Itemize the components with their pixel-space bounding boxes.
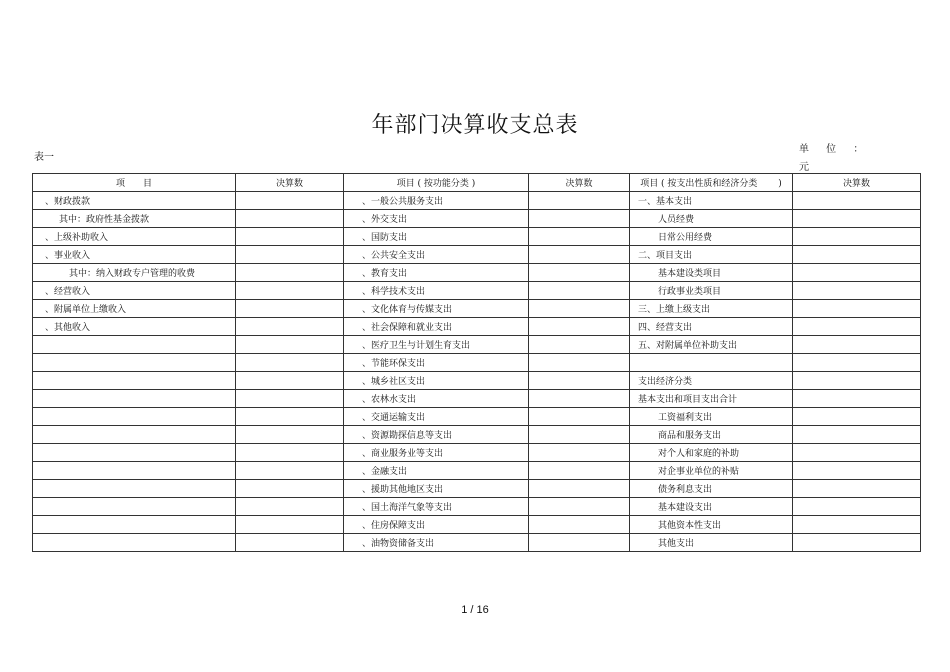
- function-amount: [529, 498, 630, 516]
- table-row: [33, 462, 921, 480]
- table-header-row: [33, 174, 921, 192]
- income-item: [33, 498, 236, 516]
- economic-amount: [793, 372, 921, 390]
- income-item: [33, 444, 236, 462]
- economic-amount: [793, 264, 921, 282]
- income-amount: [236, 408, 344, 426]
- economic-item: 对企事业单位的补贴: [630, 462, 793, 480]
- income-amount: [236, 426, 344, 444]
- economic-item: 其他支出: [630, 534, 793, 552]
- table-row: [33, 300, 921, 318]
- economic-amount: [793, 516, 921, 534]
- header-economic-item: 项目 ( 按支出性质和经济分类 ): [630, 174, 793, 192]
- function-amount: [529, 516, 630, 534]
- economic-amount: [793, 534, 921, 552]
- income-item: 其中：政府性基金拨款: [33, 210, 236, 228]
- header-function-item: 项目 ( 按功能分类 ): [344, 174, 529, 192]
- function-amount: [529, 426, 630, 444]
- economic-item: [630, 354, 793, 372]
- table-row: [33, 444, 921, 462]
- function-item: 、国土海洋气象等支出: [344, 498, 529, 516]
- income-amount: [236, 480, 344, 498]
- header-item: 项 目: [33, 174, 236, 192]
- economic-item: 三、上缴上级支出: [630, 300, 793, 318]
- function-amount: [529, 390, 630, 408]
- function-item: 、外交支出: [344, 210, 529, 228]
- table-row: [33, 534, 921, 552]
- income-amount: [236, 462, 344, 480]
- economic-item: 四、经营支出: [630, 318, 793, 336]
- economic-amount: [793, 390, 921, 408]
- page-number: 1 / 16: [461, 604, 489, 616]
- economic-item: 对个人和家庭的补助: [630, 444, 793, 462]
- table-row: [33, 408, 921, 426]
- function-item: 、科学技术支出: [344, 282, 529, 300]
- economic-amount: [793, 282, 921, 300]
- income-amount: [236, 246, 344, 264]
- economic-item: 基本建设类项目: [630, 264, 793, 282]
- function-item: 、城乡社区支出: [344, 372, 529, 390]
- economic-item: 行政事业类项目: [630, 282, 793, 300]
- table-row: [33, 264, 921, 282]
- function-amount: [529, 462, 630, 480]
- income-amount: [236, 354, 344, 372]
- table-row: [33, 282, 921, 300]
- page-title: 年部门决算收支总表: [371, 113, 579, 138]
- function-item: 、金融支出: [344, 462, 529, 480]
- economic-item: 基本支出和项目支出合计: [630, 390, 793, 408]
- economic-item: 工资福利支出: [630, 408, 793, 426]
- unit-label: 单 位 ：: [799, 144, 871, 155]
- function-item: 、教育支出: [344, 264, 529, 282]
- header-amount: 决算数: [236, 174, 344, 192]
- function-amount: [529, 336, 630, 354]
- economic-item: 人员经费: [630, 210, 793, 228]
- table-row: [33, 426, 921, 444]
- economic-amount: [793, 354, 921, 372]
- function-item: 、公共安全支出: [344, 246, 529, 264]
- table-row: [33, 480, 921, 498]
- income-item: 、上级补助收入: [33, 228, 236, 246]
- table-row: [33, 210, 921, 228]
- income-amount: [236, 498, 344, 516]
- income-amount: [236, 336, 344, 354]
- income-item: 其中：纳入财政专户管理的收费: [33, 264, 236, 282]
- table-row: [33, 372, 921, 390]
- economic-amount: [793, 444, 921, 462]
- table-row: [33, 192, 921, 210]
- income-amount: [236, 228, 344, 246]
- table-row: [33, 318, 921, 336]
- economic-item: 商品和服务支出: [630, 426, 793, 444]
- economic-amount: [793, 426, 921, 444]
- table-row: [33, 228, 921, 246]
- income-item: 、财政拨款: [33, 192, 236, 210]
- function-amount: [529, 354, 630, 372]
- income-amount: [236, 390, 344, 408]
- economic-amount: [793, 408, 921, 426]
- economic-amount: [793, 480, 921, 498]
- economic-item: 日常公用经费: [630, 228, 793, 246]
- economic-amount: [793, 300, 921, 318]
- function-item: 、国防支出: [344, 228, 529, 246]
- income-item: [33, 480, 236, 498]
- function-item: 、医疗卫生与计划生育支出: [344, 336, 529, 354]
- income-item: [33, 408, 236, 426]
- table-id: 表一: [34, 152, 54, 163]
- income-amount: [236, 282, 344, 300]
- economic-amount: [793, 318, 921, 336]
- function-item: 、住房保障支出: [344, 516, 529, 534]
- function-amount: [529, 228, 630, 246]
- economic-amount: [793, 498, 921, 516]
- income-item: [33, 426, 236, 444]
- economic-item: 二、项目支出: [630, 246, 793, 264]
- income-amount: [236, 444, 344, 462]
- function-item: 、油物资储备支出: [344, 534, 529, 552]
- function-item: 、交通运输支出: [344, 408, 529, 426]
- economic-item: 其他资本性支出: [630, 516, 793, 534]
- economic-amount: [793, 462, 921, 480]
- income-item: [33, 354, 236, 372]
- economic-amount: [793, 210, 921, 228]
- table-row: [33, 354, 921, 372]
- income-amount: [236, 318, 344, 336]
- function-item: 、农林水支出: [344, 390, 529, 408]
- economic-item: 支出经济分类: [630, 372, 793, 390]
- income-amount: [236, 372, 344, 390]
- income-amount: [236, 264, 344, 282]
- income-item: 、事业收入: [33, 246, 236, 264]
- income-item: [33, 390, 236, 408]
- income-item: [33, 336, 236, 354]
- function-item: 、社会保障和就业支出: [344, 318, 529, 336]
- income-amount: [236, 210, 344, 228]
- income-amount: [236, 534, 344, 552]
- function-amount: [529, 480, 630, 498]
- table-row: [33, 390, 921, 408]
- function-amount: [529, 282, 630, 300]
- economic-amount: [793, 228, 921, 246]
- economic-item: 一、基本支出: [630, 192, 793, 210]
- income-item: [33, 372, 236, 390]
- function-amount: [529, 192, 630, 210]
- function-item: 、文化体育与传媒支出: [344, 300, 529, 318]
- summary-table: [32, 173, 921, 552]
- table-row: [33, 246, 921, 264]
- income-item: [33, 534, 236, 552]
- income-item: 、其他收入: [33, 318, 236, 336]
- economic-item: 基本建设支出: [630, 498, 793, 516]
- function-item: 、一般公共服务支出: [344, 192, 529, 210]
- header-amount: 决算数: [529, 174, 630, 192]
- function-item: 、商业服务业等支出: [344, 444, 529, 462]
- income-item: 、经营收入: [33, 282, 236, 300]
- table-row: [33, 498, 921, 516]
- economic-amount: [793, 246, 921, 264]
- table-row: [33, 516, 921, 534]
- function-amount: [529, 300, 630, 318]
- unit-value: 元: [799, 162, 809, 173]
- income-amount: [236, 516, 344, 534]
- income-item: [33, 516, 236, 534]
- economic-amount: [793, 336, 921, 354]
- function-amount: [529, 318, 630, 336]
- economic-item: 五、对附属单位补助支出: [630, 336, 793, 354]
- economic-amount: [793, 192, 921, 210]
- function-amount: [529, 408, 630, 426]
- function-amount: [529, 264, 630, 282]
- income-amount: [236, 192, 344, 210]
- economic-item: 债务利息支出: [630, 480, 793, 498]
- function-item: 、节能环保支出: [344, 354, 529, 372]
- header-amount: 决算数: [793, 174, 921, 192]
- function-item: 、资源勘探信息等支出: [344, 426, 529, 444]
- function-amount: [529, 210, 630, 228]
- function-item: 、援助其他地区支出: [344, 480, 529, 498]
- function-amount: [529, 372, 630, 390]
- function-amount: [529, 246, 630, 264]
- income-amount: [236, 300, 344, 318]
- table-row: [33, 336, 921, 354]
- income-item: 、附属单位上缴收入: [33, 300, 236, 318]
- income-item: [33, 462, 236, 480]
- function-amount: [529, 534, 630, 552]
- function-amount: [529, 444, 630, 462]
